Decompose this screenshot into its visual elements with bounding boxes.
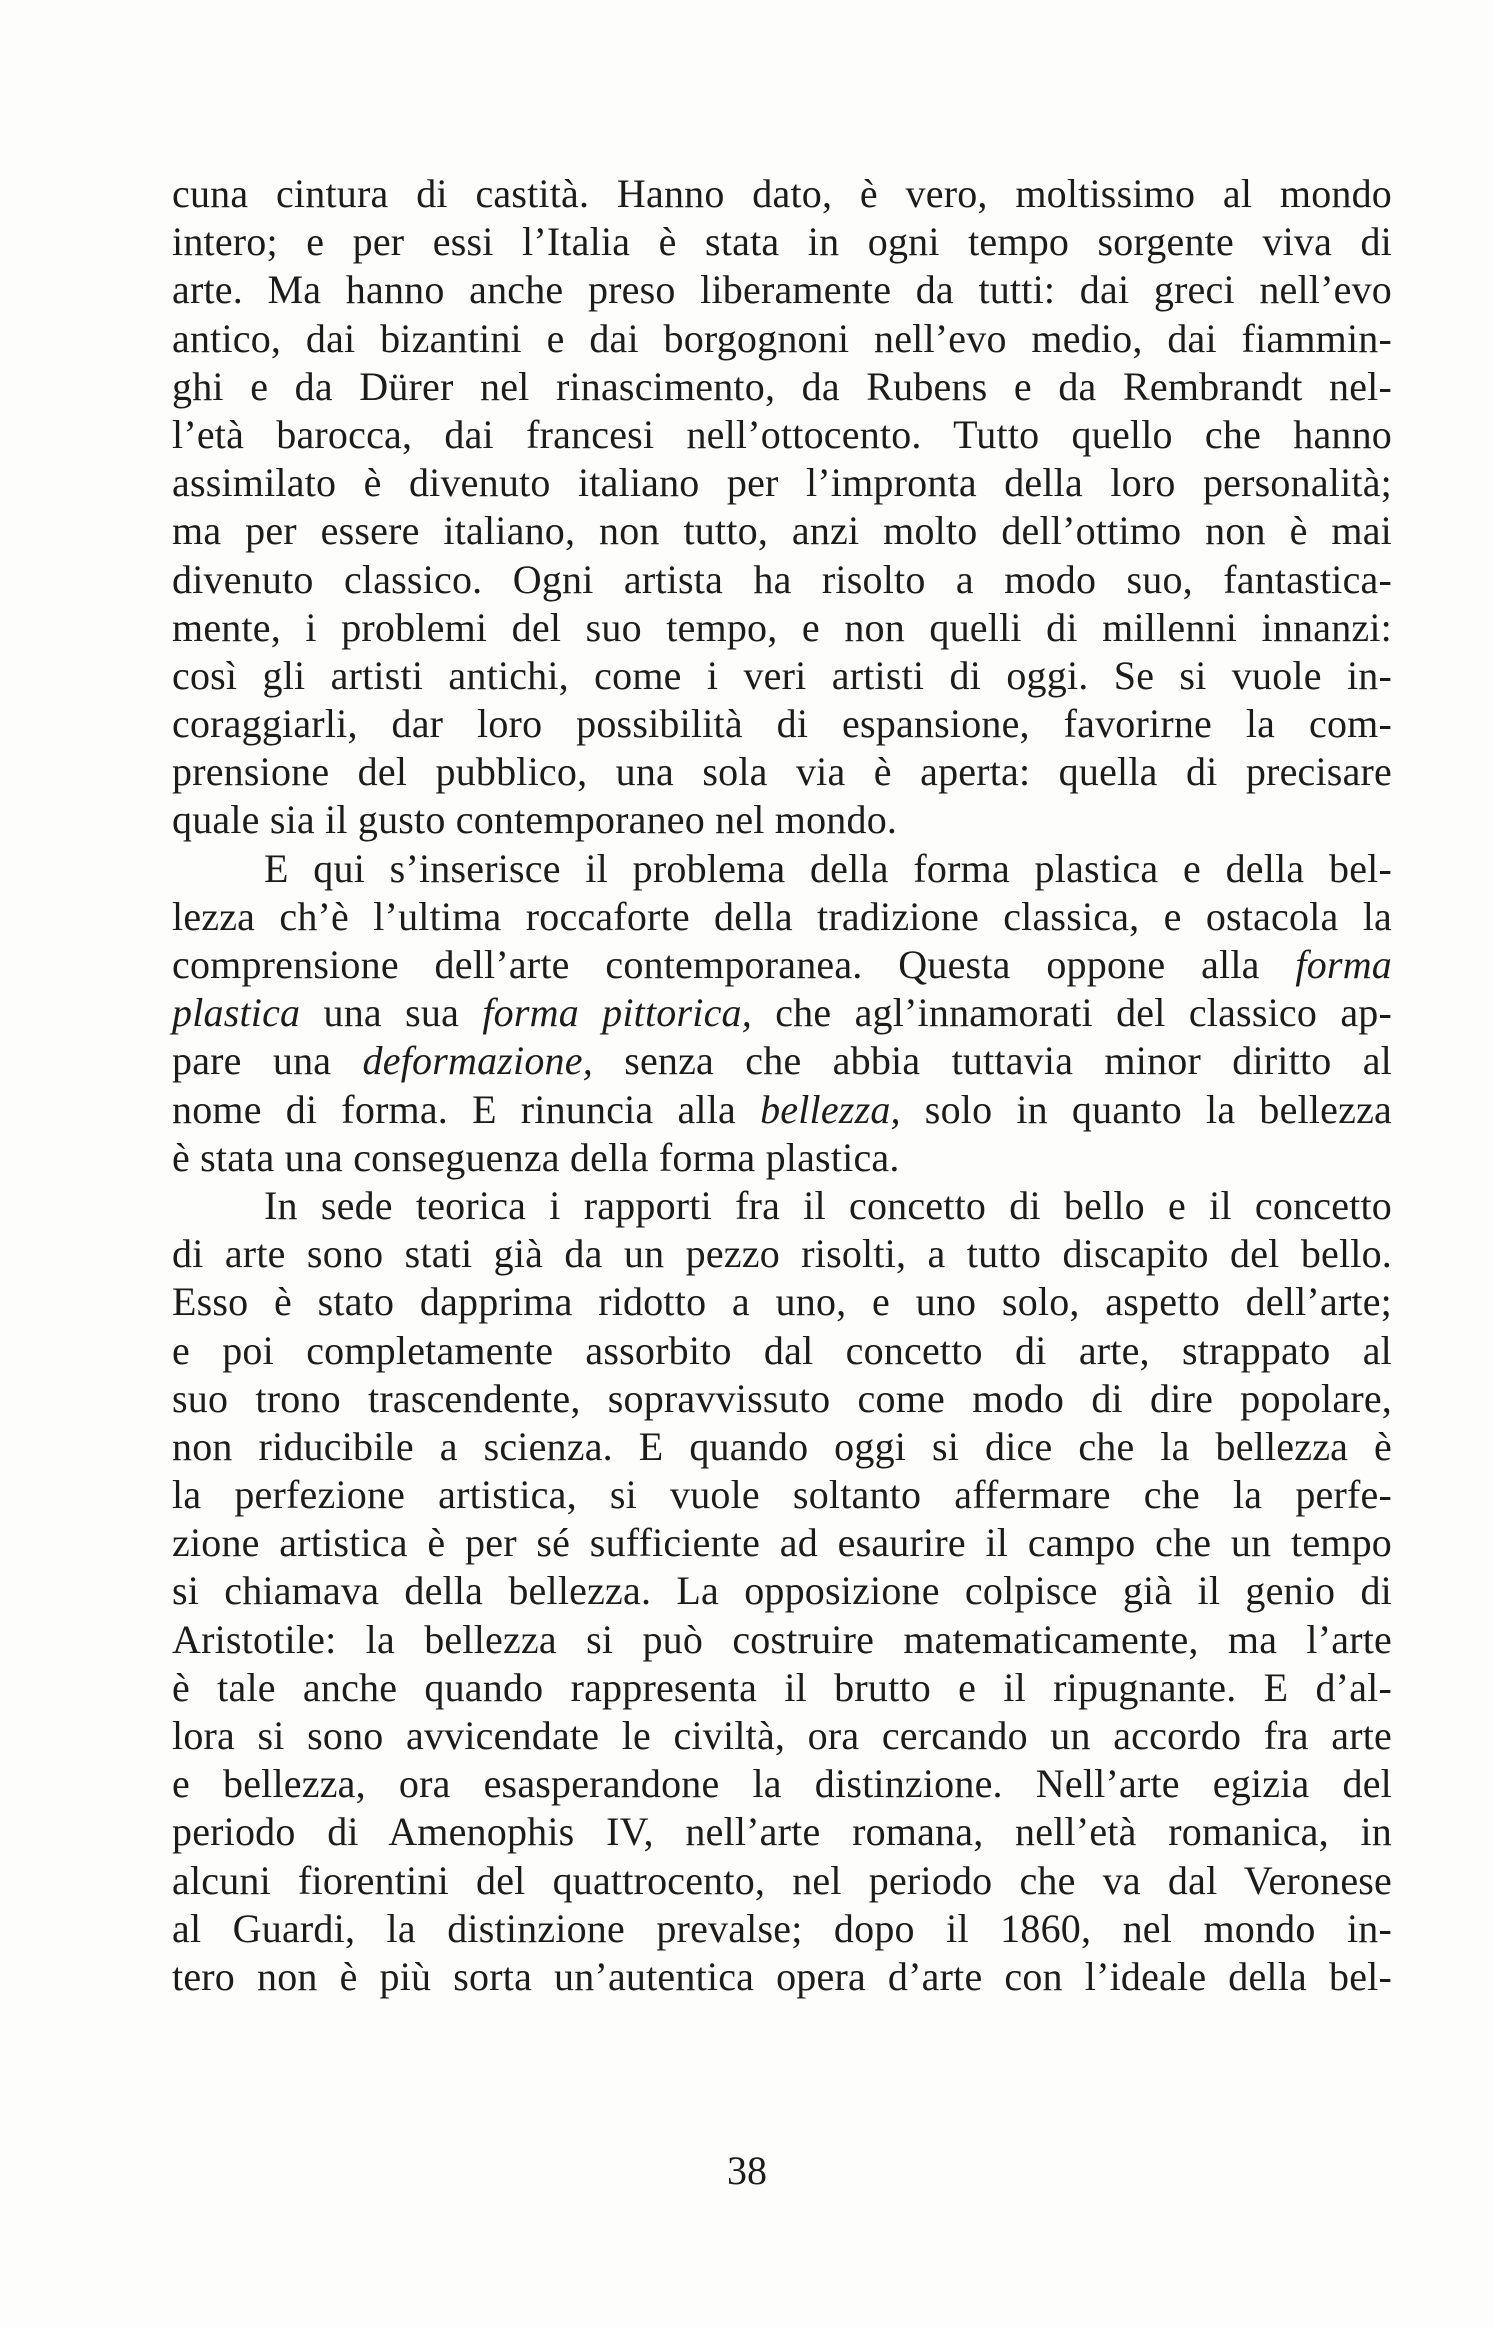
text-line: nome di forma. E rinuncia alla bellezza, solo in quanto la bellezza xyxy=(172,1086,1392,1132)
body-text xyxy=(172,170,1392,2001)
text-line: cuna cintura di castità. Hanno dato, è vero, moltissimo al mondo xyxy=(172,171,1392,216)
text-line: e bellezza, ora esasperandone la distinzione. Nell’arte egizia del xyxy=(172,1761,1392,1807)
text-line: e poi completamente assorbito dal concetto di arte, strappato al xyxy=(172,1327,1392,1373)
text-line: comprensione dell’arte contemporanea. Questa oppone alla forma xyxy=(172,942,1392,987)
text-line: tero non è più sorta un’autentica opera d’arte con l’ideale della bel- xyxy=(172,1953,1392,1999)
text-line: prensione del pubblico, una sola via è aperta: quella di precisare xyxy=(172,749,1392,795)
text-line: così gli artisti antichi, come i veri artisti di oggi. Se si vuole in- xyxy=(172,652,1392,698)
text-line: antico, dai bizantini e dai borgognoni nell’evo medio, dai fiammin- xyxy=(172,315,1392,361)
text-line: quale sia il gusto contemporaneo nel mondo. xyxy=(172,797,898,843)
text-line: assimilato è divenuto italiano per l’impronta della loro personalità; xyxy=(172,460,1392,506)
text-line: al Guardi, la distinzione prevalse; dopo il 1860, nel mondo in- xyxy=(172,1905,1392,1951)
text-line: suo trono trascendente, sopravvissuto come modo di dire popolare, xyxy=(172,1375,1392,1421)
text-line: mente, i problemi del suo tempo, e non quelli di millenni innanzi: xyxy=(172,604,1392,650)
text-line: Aristotile: la bellezza si può costruire matematicamente, ma l’arte xyxy=(172,1616,1392,1662)
text-line: coraggiarli, dar loro possibilità di espansione, favorirne la com- xyxy=(172,701,1392,747)
text-line: ma per essere italiano, non tutto, anzi molto dell’ottimo non è mai xyxy=(172,508,1392,554)
text-line: l’età barocca, dai francesi nell’ottocento. Tutto quello che hanno xyxy=(172,411,1392,457)
text-line: intero; e per essi l’Italia è stata in ogni tempo sorgente viva di xyxy=(172,219,1392,265)
text-line: periodo di Amenophis IV, nell’arte romana, nell’età romanica, in xyxy=(172,1809,1392,1855)
text-line: non riducibile a scienza. E quando oggi si dice che la bellezza è xyxy=(172,1423,1392,1469)
text-line: si chiamava della bellezza. La opposizione colpisce già il genio di xyxy=(172,1568,1392,1614)
text-line: la perfezione artistica, si vuole soltanto affermare che la perfe- xyxy=(172,1472,1392,1518)
text-line: lora si sono avvicendate le civiltà, ora cercando un accordo fra arte xyxy=(172,1713,1392,1758)
text-line: E qui s’inserisce il problema della forma plastica e della bel- xyxy=(264,845,1392,891)
text-line: ghi e da Dürer nel rinascimento, da Rubens e da Rembrandt nel- xyxy=(172,363,1392,409)
text-line: plastica una sua forma pittorica, che agl’innamorati del classico ap- xyxy=(172,990,1392,1036)
text-line: è tale anche quando rappresenta il brutto e il ripugnante. E d’al- xyxy=(172,1664,1392,1710)
text-line: è stata una conseguenza della forma plastica. xyxy=(172,1134,900,1180)
text-line: Esso è stato dapprima ridotto a uno, e uno solo, aspetto dell’arte; xyxy=(172,1279,1392,1325)
text-line: pare una deformazione, senza che abbia tuttavia minor diritto al xyxy=(172,1038,1392,1084)
text-line: zione artistica è per sé sufficiente ad esaurire il campo che un tempo xyxy=(172,1520,1392,1566)
text-line: arte. Ma hanno anche preso liberamente da tutti: dai greci nell’evo xyxy=(172,267,1392,313)
text-line: divenuto classico. Ogni artista ha risolto a modo suo, fantastica- xyxy=(172,556,1392,602)
text-line: di arte sono stati già da un pezzo risolti, a tutto discapito del bello. xyxy=(172,1231,1392,1277)
text-line: In sede teorica i rapporti fra il concetto di bello e il concetto xyxy=(264,1182,1392,1228)
text-line: alcuni fiorentini del quattrocento, nel periodo che va dal Veronese xyxy=(172,1857,1392,1903)
page-number: 38 xyxy=(727,2148,767,2193)
text-line: lezza ch’è l’ultima roccaforte della tradizione classica, e ostacola la xyxy=(172,893,1392,939)
